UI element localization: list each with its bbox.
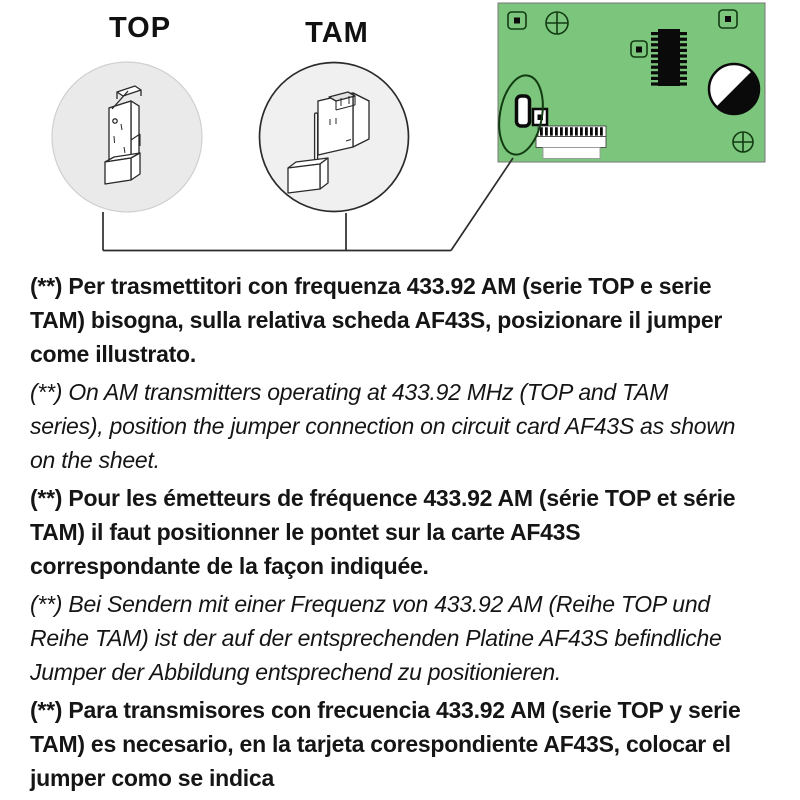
pcb-illustration (493, 3, 765, 162)
text-line: TAM) il faut positionner le pontet sur la carte AF43S (30, 519, 581, 545)
text-line: Jumper der Abbildung entsprechend zu positionieren. (30, 659, 562, 685)
text-line: jumper como se indica (30, 765, 274, 791)
edge-connector (536, 126, 606, 159)
trimmer-disc (709, 64, 759, 114)
callout-line-to-pcb (451, 158, 513, 251)
text-line: TAM) bisogna, sulla relativa scheda AF43S, posizionare il jumper (30, 307, 723, 333)
paragraph-english (30, 375, 792, 477)
instructions-text (30, 269, 792, 799)
text-line: (**) Per trasmettitori con frequenza 433.92 AM (serie TOP e serie (30, 273, 712, 299)
text-line: correspondante de la façon indiquée. (30, 553, 429, 579)
screw-hole-bottom-right (733, 132, 753, 152)
text-line: Reihe TAM) ist der auf der entsprechenden Platine AF43S befindliche (30, 625, 722, 651)
paragraph-italian (30, 269, 792, 371)
paragraph-french (30, 481, 792, 583)
tam-series-label: TAM (305, 17, 369, 49)
text-line: (**) On AM transmitters operating at 433.92 MHz (TOP and TAM (30, 379, 669, 405)
text-line: TAM) es necesario, en la tarjeta corespondiente AF43S, colocar el (30, 731, 731, 757)
text-line: on the sheet. (30, 447, 160, 473)
top-jumper-detail (52, 62, 202, 212)
paragraph-german (30, 587, 792, 689)
text-line: series), position the jumper connection on circuit card AF43S as shown (30, 413, 736, 439)
top-series-label: TOP (108, 12, 172, 44)
text-line: (**) Bei Sendern mit einer Frequenz von 433.92 AM (Reihe TOP und (30, 591, 710, 617)
paragraph-spanish (30, 693, 792, 795)
text-line: come illustrato. (30, 341, 196, 367)
jumper-diagram (0, 0, 800, 270)
screw-hole-top-left (546, 12, 568, 34)
tam-jumper-detail (260, 63, 409, 212)
text-line: (**) Para transmisores con frecuencia 433.92 AM (serie TOP y serie (30, 697, 741, 723)
text-line: (**) Pour les émetteurs de fréquence 433.92 AM (série TOP et série (30, 485, 736, 511)
